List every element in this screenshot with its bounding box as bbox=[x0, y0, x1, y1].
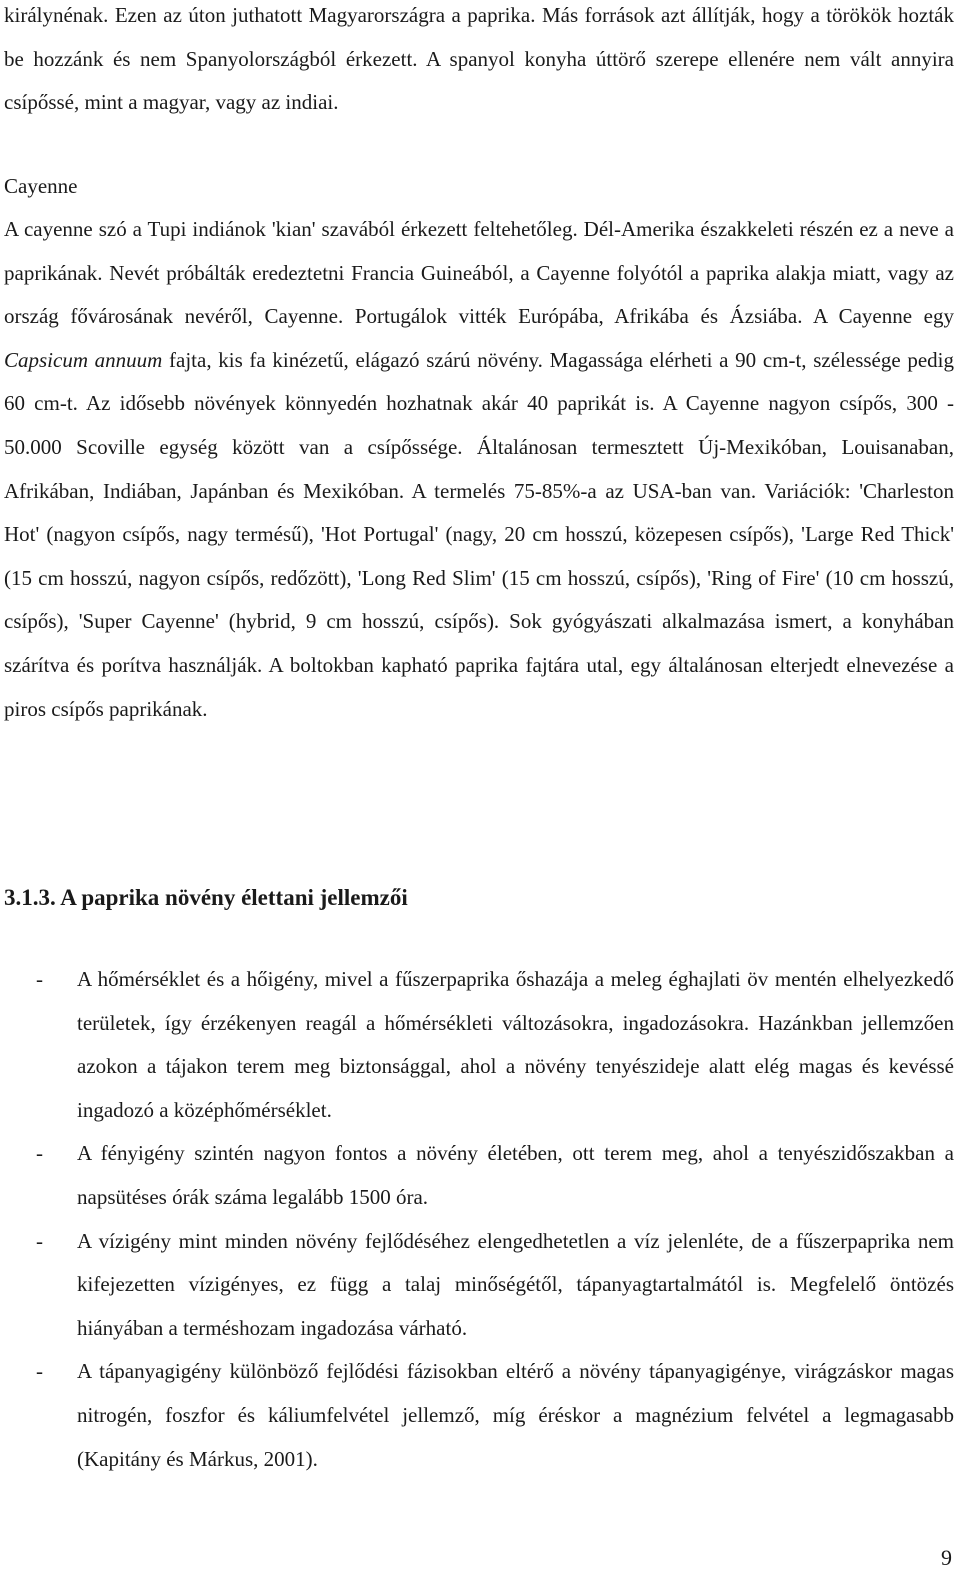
list-item-text: A tápanyagigény különböző fejlődési fázisokban eltérő a növény tápanyagigénye, virágzáskor magas nitrogén, foszfor és káliumfelvétel jellemző, míg éréskor a magnézium felvétel a legmagasabb (Kapitány és Márkus, 2001). bbox=[77, 1359, 954, 1471]
list-item-nutrients bbox=[0, 1350, 954, 1481]
list-marker: - bbox=[36, 1141, 43, 1166]
intro-paragraph: királynénak. Ezen az úton juthatott Magyarországra a paprika. Más források azt állítják, hogy a törökök hozták be hozzánk és nem Spanyolországból érkezett. A spanyol konyha úttörő szerepe ellenére nem vált annyira csípőssé, mint a magyar, vagy az indiai. bbox=[4, 3, 954, 115]
list-item-text: A fényigény szintén nagyon fontos a növény életében, ott terem meg, ahol a tenyészidőszakban a napsütéses órák száma legalább 1500 óra. bbox=[77, 1141, 954, 1209]
list-item-text: A vízigény mint minden növény fejlődéséhez elengedhetetlen a víz jelenléte, de a fűszerpaprika nem kifejezetten vízigényes, ez függ a talaj minőségétől, tápanyagtartalmától is. Megfelelő öntözés hiányában a terméshozam ingadozása várható. bbox=[77, 1228, 954, 1340]
list-item-temperature bbox=[0, 958, 954, 1132]
cayenne-heading: Cayenne bbox=[4, 174, 78, 198]
list-marker: - bbox=[36, 1359, 43, 1384]
section-heading: 3.1.3. A paprika növény élettani jellemzői bbox=[4, 885, 408, 910]
physiology-list bbox=[0, 958, 954, 1481]
page-number: 9 bbox=[941, 1545, 952, 1570]
species-name-italic: Capsicum annuum bbox=[4, 347, 163, 372]
list-item-water bbox=[0, 1220, 954, 1351]
list-marker: - bbox=[36, 1228, 43, 1253]
list-marker: - bbox=[36, 967, 43, 991]
list-item-light bbox=[0, 1132, 954, 1219]
list-item-text: A hőmérséklet és a hőigény, mivel a fűszerpaprika őshazája a meleg éghajlati öv mentén elhelyezkedő területek, így érzékenyen reagál a hőmérsékleti változásokra, ingadozásokra. Hazánkban jellemzően azokon a tájakon terem meg biztonsággal, ahol a növény tenyészideje alatt elég magas és kevéssé ingadozó a középhőmérséklet. bbox=[77, 967, 954, 1122]
cayenne-paragraph bbox=[4, 208, 954, 731]
cayenne-text-part-2: fajta, kis fa kinézetű, elágazó szárú növény. Magassága elérheti a 90 cm-t, szélessége pedig 60 cm-t. Az idősebb növények könnyedén hozhatnak akár 40 paprikát is. A Cayenne nagyon csípős, 300 - 50.000 Scoville egység között van a csípőssége. Általánosan termesztett Új-Mexikóban, Louisanaban, Afrikában, Indiában, Japánban és Mexikóban. A termelés 75-85%-a az USA-ban van. Variációk: 'Charleston Hot' (nagyon csípős, nagy termésű), 'Hot Portugal' (nagy, 20 cm hosszú, közepesen csípős), 'Large Red Thick' (15 cm hosszú, nagyon csípős, redőzött), 'Long Red Slim' (15 cm hosszú, csípős), 'Ring of Fire' (10 cm hosszú, csípős), 'Super Cayenne' (hybrid, 9 cm hosszú, csípős). Sok gyógyászati alkalmazása ismert, a konyhában szárítva és porítva használják. A boltokban kapható paprika fajtára utal, egy általánosan elterjedt elnevezése a piros csípős paprikának. bbox=[4, 347, 955, 721]
cayenne-text-part-1: A cayenne szó a Tupi indiánok 'kian' szavából érkezett feltehetőleg. Dél-Amerika északkeleti részén ez a neve a paprikának. Nevét próbálták eredeztetni Francia Guineából, a Cayenne folyótól a paprika alakja miatt, vagy az ország fővárosának nevéről, Cayenne. Portugálok vitték Európába, Afrikába és Ázsiába. A Cayenne egy bbox=[4, 217, 954, 329]
